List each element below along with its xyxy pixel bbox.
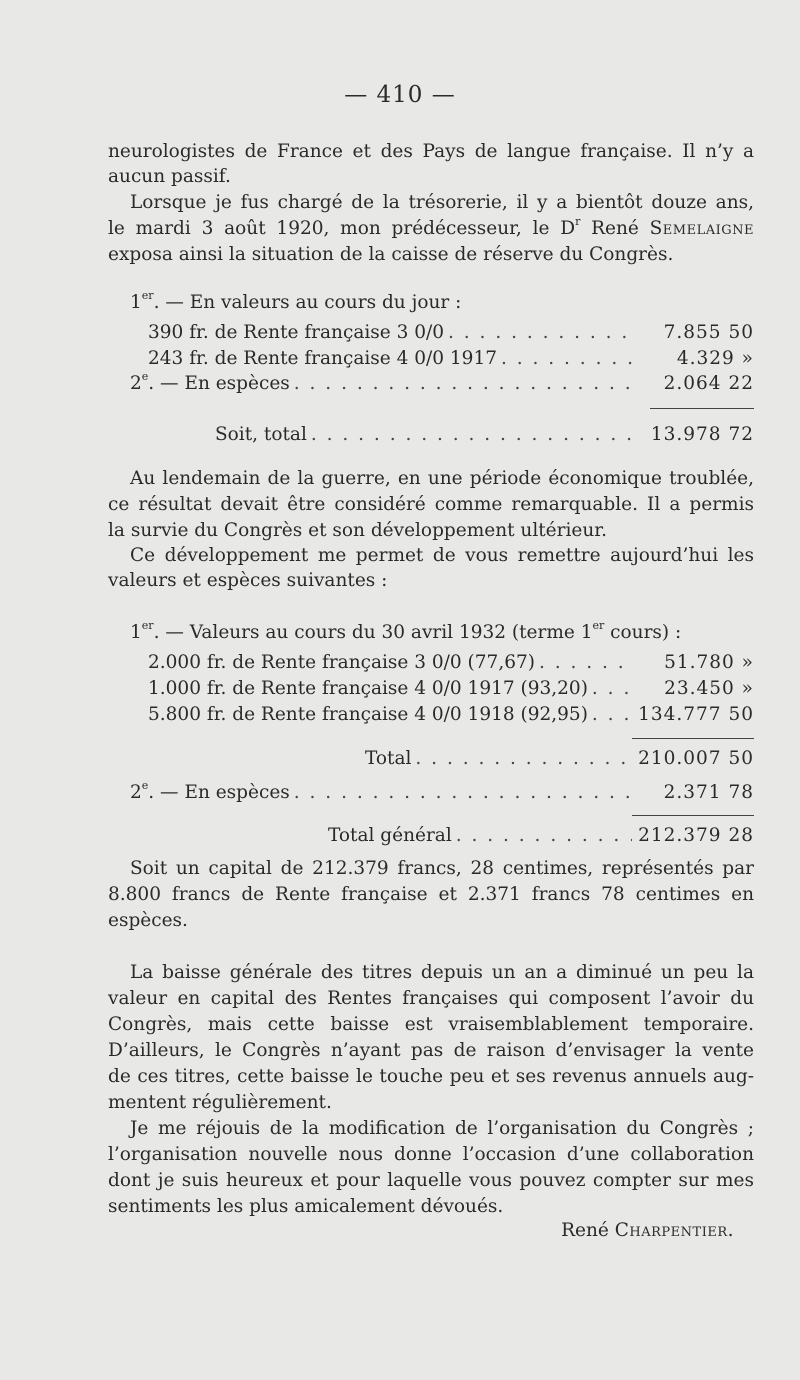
paragraph-line: Soit un capital de 212.379 francs, 28 centimes, représentés par	[130, 858, 754, 879]
paragraph-line: Au lendemain de la guerre, en une période économique troublée,	[130, 468, 754, 489]
paragraph-line: 8.800 francs de Rente française et 2.371 francs 78 centimes en	[108, 884, 754, 905]
paragraph-line: valeurs et espèces suivantes :	[108, 570, 388, 591]
paragraph-line: Ce développement me permet de vous remettre aujourd’hui les	[130, 545, 754, 566]
ledger-label: Total	[365, 748, 412, 769]
paragraph-line: espèces.	[108, 910, 188, 931]
ledger-value: 51.780 »	[664, 652, 754, 673]
sum-rule	[632, 738, 754, 739]
sum-rule	[632, 815, 754, 816]
ledger-total-row	[215, 422, 754, 448]
ledger-label: 243 fr. de Rente française 4 0/0 1917	[148, 348, 497, 369]
ledger-row	[148, 650, 754, 676]
paragraph-line: valeur en capital des Rentes françaises qui composent l’avoir du	[108, 988, 754, 1009]
ledger-value: 23.450 »	[664, 678, 754, 699]
ledger-row	[130, 371, 754, 397]
ledger-total-row	[328, 823, 754, 849]
ledger-value: 7.855 50	[663, 322, 754, 343]
dot-leader	[448, 320, 632, 346]
ledger-row	[148, 320, 754, 346]
ledger-label: 2e. — En espèces	[130, 370, 290, 394]
paragraph-line: Lorsque je fus chargé de la trésorerie, il y a bientôt douze ans,	[130, 192, 754, 213]
ledger-value: 212.379 28	[638, 825, 754, 846]
paragraph-line: la survie du Congrès et son développement ultérieur.	[108, 520, 607, 541]
paragraph-line: sentiments les plus amicalement dévoués.	[108, 1196, 504, 1217]
dot-leader	[592, 676, 632, 702]
ledger-label: 2e. — En espèces	[130, 779, 290, 803]
dot-leader	[592, 702, 632, 728]
paragraph-line: de ces titres, cette baisse le touche peu et ses revenus annuels aug-	[108, 1066, 754, 1087]
paragraph-line: neurologistes de France et des Pays de langue française. Il n’y a	[108, 141, 754, 162]
paragraph-line: Congrès, mais cette baisse est vraisemblablement temporaire.	[108, 1014, 754, 1035]
person-name: Semelaigne	[649, 218, 754, 239]
paragraph-line: le mardi 3 août 1920, mon prédécesseur, le $D^r$ René Semelaigne	[108, 215, 754, 239]
page-number: — 410 —	[344, 82, 456, 108]
ledger-label: 1.000 fr. de Rente française 4 0/0 1917 (93,20)	[148, 678, 588, 699]
paragraph-line: Je me réjouis de la modification de l’organisation du Congrès ;	[130, 1118, 754, 1139]
paragraph-line: mentent régulièrement.	[108, 1092, 332, 1113]
sum-rule	[650, 408, 754, 409]
ledger-value: 134.777 50	[638, 704, 754, 725]
paragraph-line: aucun passif.	[108, 166, 231, 187]
ledger-row	[148, 346, 754, 372]
signature: René Charpentier.	[561, 1220, 734, 1241]
paragraph-line: La baisse générale des titres depuis un an a diminué un peu la	[130, 962, 754, 983]
paragraph-line: D’ailleurs, le Congrès n’ayant pas de raison d’envisager la vente	[108, 1040, 754, 1061]
ledger-label: Soit, total	[215, 424, 307, 445]
ledger-value: 2.064 22	[663, 373, 754, 394]
ledger-row	[148, 676, 754, 702]
ledger-label: 2.000 fr. de Rente française 3 0/0 (77,67)	[148, 652, 535, 673]
paragraph-line: exposa ainsi la situation de la caisse de réserve du Congrès.	[108, 244, 674, 265]
dot-leader	[415, 746, 632, 772]
paragraph-line: ce résultat devait être considéré comme remarquable. Il a permis	[108, 494, 754, 515]
ledger-label: 5.800 fr. de Rente française 4 0/0 1918 (92,95)	[148, 704, 588, 725]
ledger-label: 390 fr. de Rente française 3 0/0	[148, 322, 445, 343]
dot-leader	[456, 823, 632, 849]
ledger-value: 210.007 50	[638, 748, 754, 769]
ledger-value: 4.329 »	[676, 348, 754, 369]
paragraph-line: l’organisation nouvelle nous donne l’occasion d’une collaboration	[108, 1144, 754, 1165]
ledger-value: 13.978 72	[650, 424, 754, 445]
ledger-row	[148, 702, 754, 728]
ledger-label: Total général	[328, 825, 452, 846]
dot-leader	[294, 371, 632, 397]
dot-leader	[501, 346, 632, 372]
dot-leader	[539, 650, 632, 676]
section-heading: 1er. — En valeurs au cours du jour :	[130, 289, 462, 313]
dot-leader	[311, 422, 632, 448]
dot-leader	[294, 780, 632, 806]
ledger-row	[130, 780, 754, 806]
ledger-total-row	[365, 746, 754, 772]
ledger-value: 2.371 78	[663, 782, 754, 803]
section-heading: 1er. — Valeurs au cours du 30 avril 1932 (terme 1er cours) :	[130, 619, 682, 643]
paragraph-line: dont je suis heureux et pour laquelle vous pouvez compter sur mes	[108, 1170, 754, 1191]
